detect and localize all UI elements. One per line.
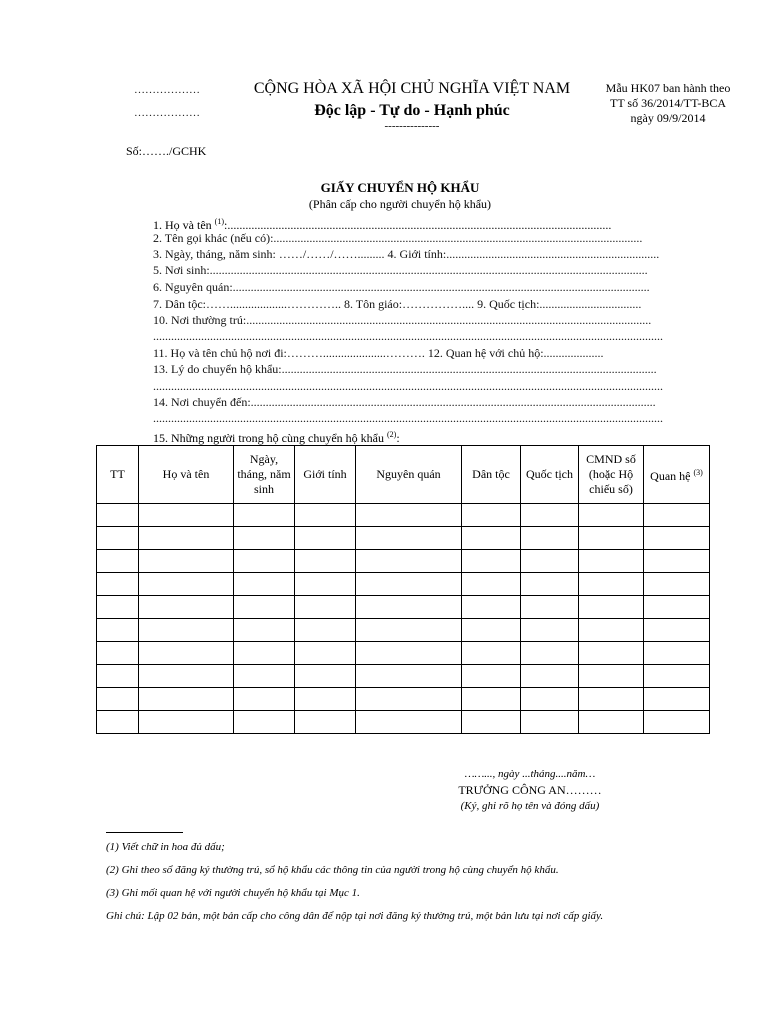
- table-cell[interactable]: [521, 665, 579, 688]
- form-code-line-2: TT số 36/2014/TT-BCA: [609, 96, 726, 110]
- table-cell[interactable]: [139, 550, 234, 573]
- document-subtitle: (Phân cấp cho người chuyển hộ khẩu): [308, 197, 492, 211]
- table-cell[interactable]: [462, 665, 521, 688]
- col-header-dob: [234, 446, 295, 504]
- table-cell[interactable]: [97, 711, 139, 734]
- table-cell[interactable]: [295, 504, 356, 527]
- table-cell[interactable]: [139, 596, 234, 619]
- table-cell[interactable]: [644, 527, 710, 550]
- field-hometown[interactable]: 6. Nguyên quán:...........................................................................................................................................: [153, 280, 650, 294]
- table-cell[interactable]: [295, 619, 356, 642]
- footnote-2: (2) Ghi theo sổ đăng ký thường trú, sổ hộ khẩu các thông tin của người trong hộ cùng chuyển hộ khẩu.: [106, 864, 559, 876]
- table-cell[interactable]: [462, 550, 521, 573]
- table-cell[interactable]: [644, 711, 710, 734]
- table-cell[interactable]: [521, 504, 579, 527]
- field-members-heading: [153, 427, 400, 446]
- table-cell[interactable]: [579, 550, 644, 573]
- table-cell[interactable]: [234, 619, 295, 642]
- table-cell[interactable]: [356, 711, 462, 734]
- table-cell[interactable]: [97, 665, 139, 688]
- table-cell[interactable]: [579, 504, 644, 527]
- col-header-ethnicity: Dân tộc: [462, 446, 521, 504]
- col-header-nationality: Quốc tịch: [521, 446, 579, 504]
- table-cell[interactable]: [579, 619, 644, 642]
- col-header-name: Họ và tên: [139, 446, 234, 504]
- table-row: [97, 711, 710, 734]
- table-cell[interactable]: [462, 504, 521, 527]
- table-cell[interactable]: [521, 573, 579, 596]
- footnote-ref: (1): [214, 217, 224, 226]
- national-title: CỘNG HÒA XÃ HỘI CHỦ NGHĨA VIỆT NAM: [253, 80, 571, 97]
- table-cell[interactable]: [139, 642, 234, 665]
- table-cell[interactable]: [579, 642, 644, 665]
- field-birth-date-gender[interactable]: 3. Ngày, tháng, năm sinh: ……/……/……......... 4. Giới tính:.......................................................................: [153, 247, 660, 261]
- table-cell[interactable]: [295, 665, 356, 688]
- table-cell[interactable]: [234, 642, 295, 665]
- signature-date[interactable]: ……..., ngày ...tháng....năm…: [464, 768, 596, 780]
- table-cell[interactable]: [356, 665, 462, 688]
- table-cell[interactable]: [139, 711, 234, 734]
- footnote-ref: (2): [387, 430, 397, 439]
- national-motto: Độc lập - Tự do - Hạnh phúc: [314, 102, 510, 119]
- table-cell[interactable]: [295, 711, 356, 734]
- table-cell[interactable]: [234, 688, 295, 711]
- form-code-line-1: Mẫu HK07 ban hành theo: [605, 81, 731, 95]
- table-cell[interactable]: [579, 573, 644, 596]
- col-header-gender: Giới tính: [295, 446, 356, 504]
- col-header-relation: [644, 446, 710, 504]
- table-cell[interactable]: [644, 665, 710, 688]
- table-cell[interactable]: [234, 711, 295, 734]
- table-cell[interactable]: [97, 550, 139, 573]
- field-label: 1. Họ và tên: [153, 218, 212, 232]
- table-cell[interactable]: [356, 619, 462, 642]
- table-cell[interactable]: [644, 573, 710, 596]
- table-cell[interactable]: [97, 688, 139, 711]
- table-cell[interactable]: [462, 573, 521, 596]
- table-cell[interactable]: [356, 596, 462, 619]
- header-line: (hoặc Hộ: [588, 467, 634, 481]
- field-other-name[interactable]: 2. Tên gọi khác (nếu có):...........................................................................................................................: [153, 231, 643, 245]
- table-row: [97, 619, 710, 642]
- table-cell[interactable]: [644, 642, 710, 665]
- footnote-3: (3) Ghi mối quan hệ với người chuyển hộ khẩu tại Mục 1.: [106, 887, 360, 899]
- table-cell[interactable]: [139, 688, 234, 711]
- table-cell[interactable]: [234, 665, 295, 688]
- table-row: [97, 642, 710, 665]
- table-cell[interactable]: [579, 665, 644, 688]
- document-title: GIẤY CHUYỂN HỘ KHẨU: [320, 180, 480, 195]
- table-cell[interactable]: [97, 527, 139, 550]
- table-cell[interactable]: [139, 665, 234, 688]
- table-cell[interactable]: [97, 504, 139, 527]
- field-permanent-residence-cont[interactable]: ..........................................................................................................................................................................: [153, 329, 663, 343]
- field-transfer-reason-cont[interactable]: ..........................................................................................................................................................................: [153, 379, 663, 393]
- table-cell[interactable]: [644, 550, 710, 573]
- footnote-divider: [106, 832, 183, 833]
- table-cell[interactable]: [234, 550, 295, 573]
- table-cell[interactable]: [579, 527, 644, 550]
- header-line: Ngày,: [249, 452, 279, 466]
- table-cell[interactable]: [139, 619, 234, 642]
- form-code-line-3: ngày 09/9/2014: [630, 111, 706, 125]
- table-cell[interactable]: [356, 642, 462, 665]
- table-cell[interactable]: [234, 596, 295, 619]
- members-table: [96, 445, 710, 734]
- field-colon: :: [396, 431, 400, 445]
- table-cell[interactable]: [521, 688, 579, 711]
- table-cell[interactable]: [356, 504, 462, 527]
- table-cell[interactable]: [97, 619, 139, 642]
- table-row: [97, 550, 710, 573]
- table-cell[interactable]: [644, 619, 710, 642]
- table-cell[interactable]: [644, 596, 710, 619]
- table-cell[interactable]: [97, 596, 139, 619]
- field-label: 15. Những người trong hộ cùng chuyển hộ khẩu: [153, 431, 384, 445]
- table-cell[interactable]: [521, 619, 579, 642]
- footnote-1: (1) Viết chữ in hoa đủ dấu;: [106, 841, 225, 853]
- table-cell[interactable]: [462, 642, 521, 665]
- table-cell[interactable]: [521, 596, 579, 619]
- form-code-block: [600, 81, 736, 126]
- table-cell[interactable]: [521, 642, 579, 665]
- table-cell[interactable]: [521, 711, 579, 734]
- field-transfer-reason[interactable]: 13. Lý do chuyển hộ khẩu:.............................................................................................................................: [153, 362, 657, 376]
- table-row: [97, 688, 710, 711]
- motto-separator: ---------------: [384, 120, 440, 132]
- header-line: Quan hệ: [650, 469, 691, 483]
- table-cell[interactable]: [139, 573, 234, 596]
- table-cell[interactable]: [97, 642, 139, 665]
- table-cell[interactable]: [521, 527, 579, 550]
- table-cell[interactable]: [295, 688, 356, 711]
- table-cell[interactable]: [97, 573, 139, 596]
- table-cell[interactable]: [139, 527, 234, 550]
- table-header-row: [97, 446, 710, 504]
- table-cell[interactable]: [356, 527, 462, 550]
- col-header-tt: TT: [97, 446, 139, 504]
- field-dots: :................................................................................................................................: [223, 218, 612, 232]
- table-cell[interactable]: [462, 596, 521, 619]
- table-cell[interactable]: [462, 619, 521, 642]
- footnote-note: Ghi chú: Lập 02 bản, một bản cấp cho công dân để nộp tại nơi đăng ký thường trú, một bản lưu tại nơi cấp giấy.: [106, 910, 604, 922]
- signature-note: (Ký, ghi rõ họ tên và đóng dấu): [460, 800, 600, 812]
- table-cell[interactable]: [462, 711, 521, 734]
- table-cell[interactable]: [462, 527, 521, 550]
- table-cell[interactable]: [234, 504, 295, 527]
- issuer-placeholder-1: ………………: [134, 84, 200, 96]
- table-cell[interactable]: [295, 550, 356, 573]
- header-line: sinh: [253, 482, 274, 496]
- members-table-body: [97, 504, 710, 734]
- table-cell[interactable]: [356, 688, 462, 711]
- field-permanent-residence[interactable]: 10. Nơi thường trú:.......................................................................................................................................: [153, 313, 652, 327]
- field-destination[interactable]: 14. Nơi chuyển đến:.......................................................................................................................................: [153, 395, 656, 409]
- table-row: [97, 596, 710, 619]
- table-cell[interactable]: [462, 688, 521, 711]
- field-destination-cont[interactable]: ..........................................................................................................................................................................: [153, 411, 663, 425]
- table-cell[interactable]: [295, 527, 356, 550]
- field-ethnicity-religion-nationality[interactable]: 7. Dân tộc:……...................………….. 8. Tôn giáo:…………….... 9. Quốc tịch:..................................: [153, 297, 642, 311]
- table-cell[interactable]: [579, 711, 644, 734]
- field-birthplace[interactable]: 5. Nơi sinh:..................................................................................................................................................: [153, 263, 648, 277]
- table-cell[interactable]: [234, 527, 295, 550]
- table-cell[interactable]: [644, 688, 710, 711]
- table-cell[interactable]: [295, 573, 356, 596]
- footnote-ref: (3): [693, 468, 703, 477]
- col-header-id-number: [579, 446, 644, 504]
- signature-block: [410, 766, 650, 814]
- header-line: chiếu số): [589, 482, 633, 496]
- table-cell[interactable]: [356, 573, 462, 596]
- table-cell[interactable]: [579, 688, 644, 711]
- table-cell[interactable]: [521, 550, 579, 573]
- table-row: [97, 573, 710, 596]
- table-row: [97, 504, 710, 527]
- table-cell[interactable]: [356, 550, 462, 573]
- table-cell[interactable]: [644, 504, 710, 527]
- table-cell[interactable]: [139, 504, 234, 527]
- signature-role: TRƯỞNG CÔNG AN………: [458, 783, 602, 797]
- table-cell[interactable]: [295, 642, 356, 665]
- table-row: [97, 527, 710, 550]
- issuer-placeholder-2: ………………: [134, 107, 200, 119]
- document-number: Số:……./GCHK: [126, 144, 207, 158]
- table-cell[interactable]: [234, 573, 295, 596]
- table-cell[interactable]: [295, 596, 356, 619]
- table-row: [97, 665, 710, 688]
- field-household-head[interactable]: 11. Họ và tên chủ hộ nơi đi:……….....................………. 12. Quan hệ với chủ hộ:....................: [153, 346, 604, 360]
- col-header-origin: Nguyên quán: [356, 446, 462, 504]
- table-cell[interactable]: [579, 596, 644, 619]
- header-line: tháng, năm: [237, 467, 291, 481]
- header-line: CMND số: [586, 452, 636, 466]
